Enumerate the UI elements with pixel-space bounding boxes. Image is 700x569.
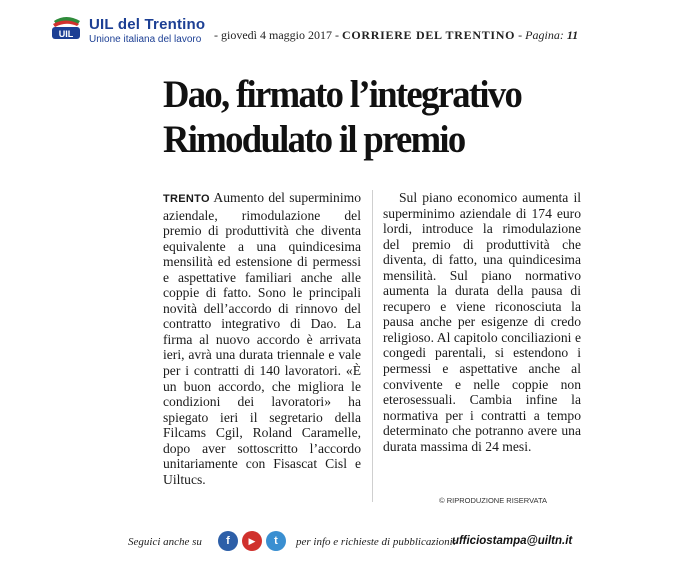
- svg-text:UIL: UIL: [58, 29, 74, 39]
- copyright-notice: © RIPRODUZIONE RISERVATA: [439, 496, 547, 505]
- facebook-icon[interactable]: f: [218, 531, 238, 551]
- contact-email-link[interactable]: ufficiostampa@uiltn.it: [452, 535, 573, 547]
- article-headline: [163, 72, 521, 162]
- info-label: per info e richieste di pubblicazioni:: [296, 536, 457, 548]
- newspaper-name: CORRIERE DEL TRENTINO: [341, 28, 516, 42]
- uil-logo-icon: [50, 15, 82, 41]
- column-divider: [372, 190, 373, 502]
- dateline: TRENTO: [163, 193, 210, 205]
- org-name: UIL del Trentino: [89, 16, 206, 33]
- clipping-header: [0, 0, 700, 50]
- org-subtitle: Unione italiana del lavoro: [89, 34, 202, 45]
- headline-line-2: Rimodulato il premio: [163, 118, 465, 161]
- column-left-text: Aumento del superminimo aziendale, rimodulazione del premio di produttività che diventa equivalente a una quindicesima mensilità ed estensione di permessi e aspettative familiari anche alle coppie di fatto. Sono le principali novità dell’accordo di rinnovo del contratto integrativo di Dao. La firma al nuovo accordo è arrivata ieri, avrà una durata triennale e vale per i contratti di 140 lavoratori. «È un buon accordo, che migliora le condizioni dei lavoratori» ha spiegato ieri il segretario della Filcams Cgil, Roland Caramelle, dopo aver sottoscritto l’accordo unitariamente con Fisascat Cisl e Uiltucs.: [163, 190, 361, 487]
- issue-separator: -: [334, 28, 339, 42]
- headline-line-1: Dao, firmato l’integrativo: [163, 73, 522, 116]
- follow-label: Seguici anche su: [128, 536, 202, 548]
- clipping-footer: [0, 528, 700, 558]
- issue-line: [214, 28, 578, 43]
- page-number: 11: [566, 28, 579, 42]
- article-column-right: Sul piano economico aumenta il superminimo aziendale di 174 euro lordi, introduce la rimodulazione del premio di produttività che diventa, di fatto, una quindicesima mensilità. Sul piano normativo aumenta la durata della pausa di recupero e viene riconosciuta la pausa anche per esigenze di credo religioso. Al capitolo conciliazioni e congedi parentali, si estendono i permessi e aspettative anche al convivente e nelle coppie non eterosessuali. Cambia infine la normativa per i contratti a tempo determinato che potranno avere una durata massima di 24 mesi.: [383, 190, 581, 454]
- twitter-icon[interactable]: t: [266, 531, 286, 551]
- youtube-icon[interactable]: ▶: [242, 531, 262, 551]
- article-column-left: [163, 190, 361, 487]
- page-label: - Pagina:: [518, 28, 564, 42]
- issue-date: - giovedì 4 maggio 2017: [214, 28, 332, 42]
